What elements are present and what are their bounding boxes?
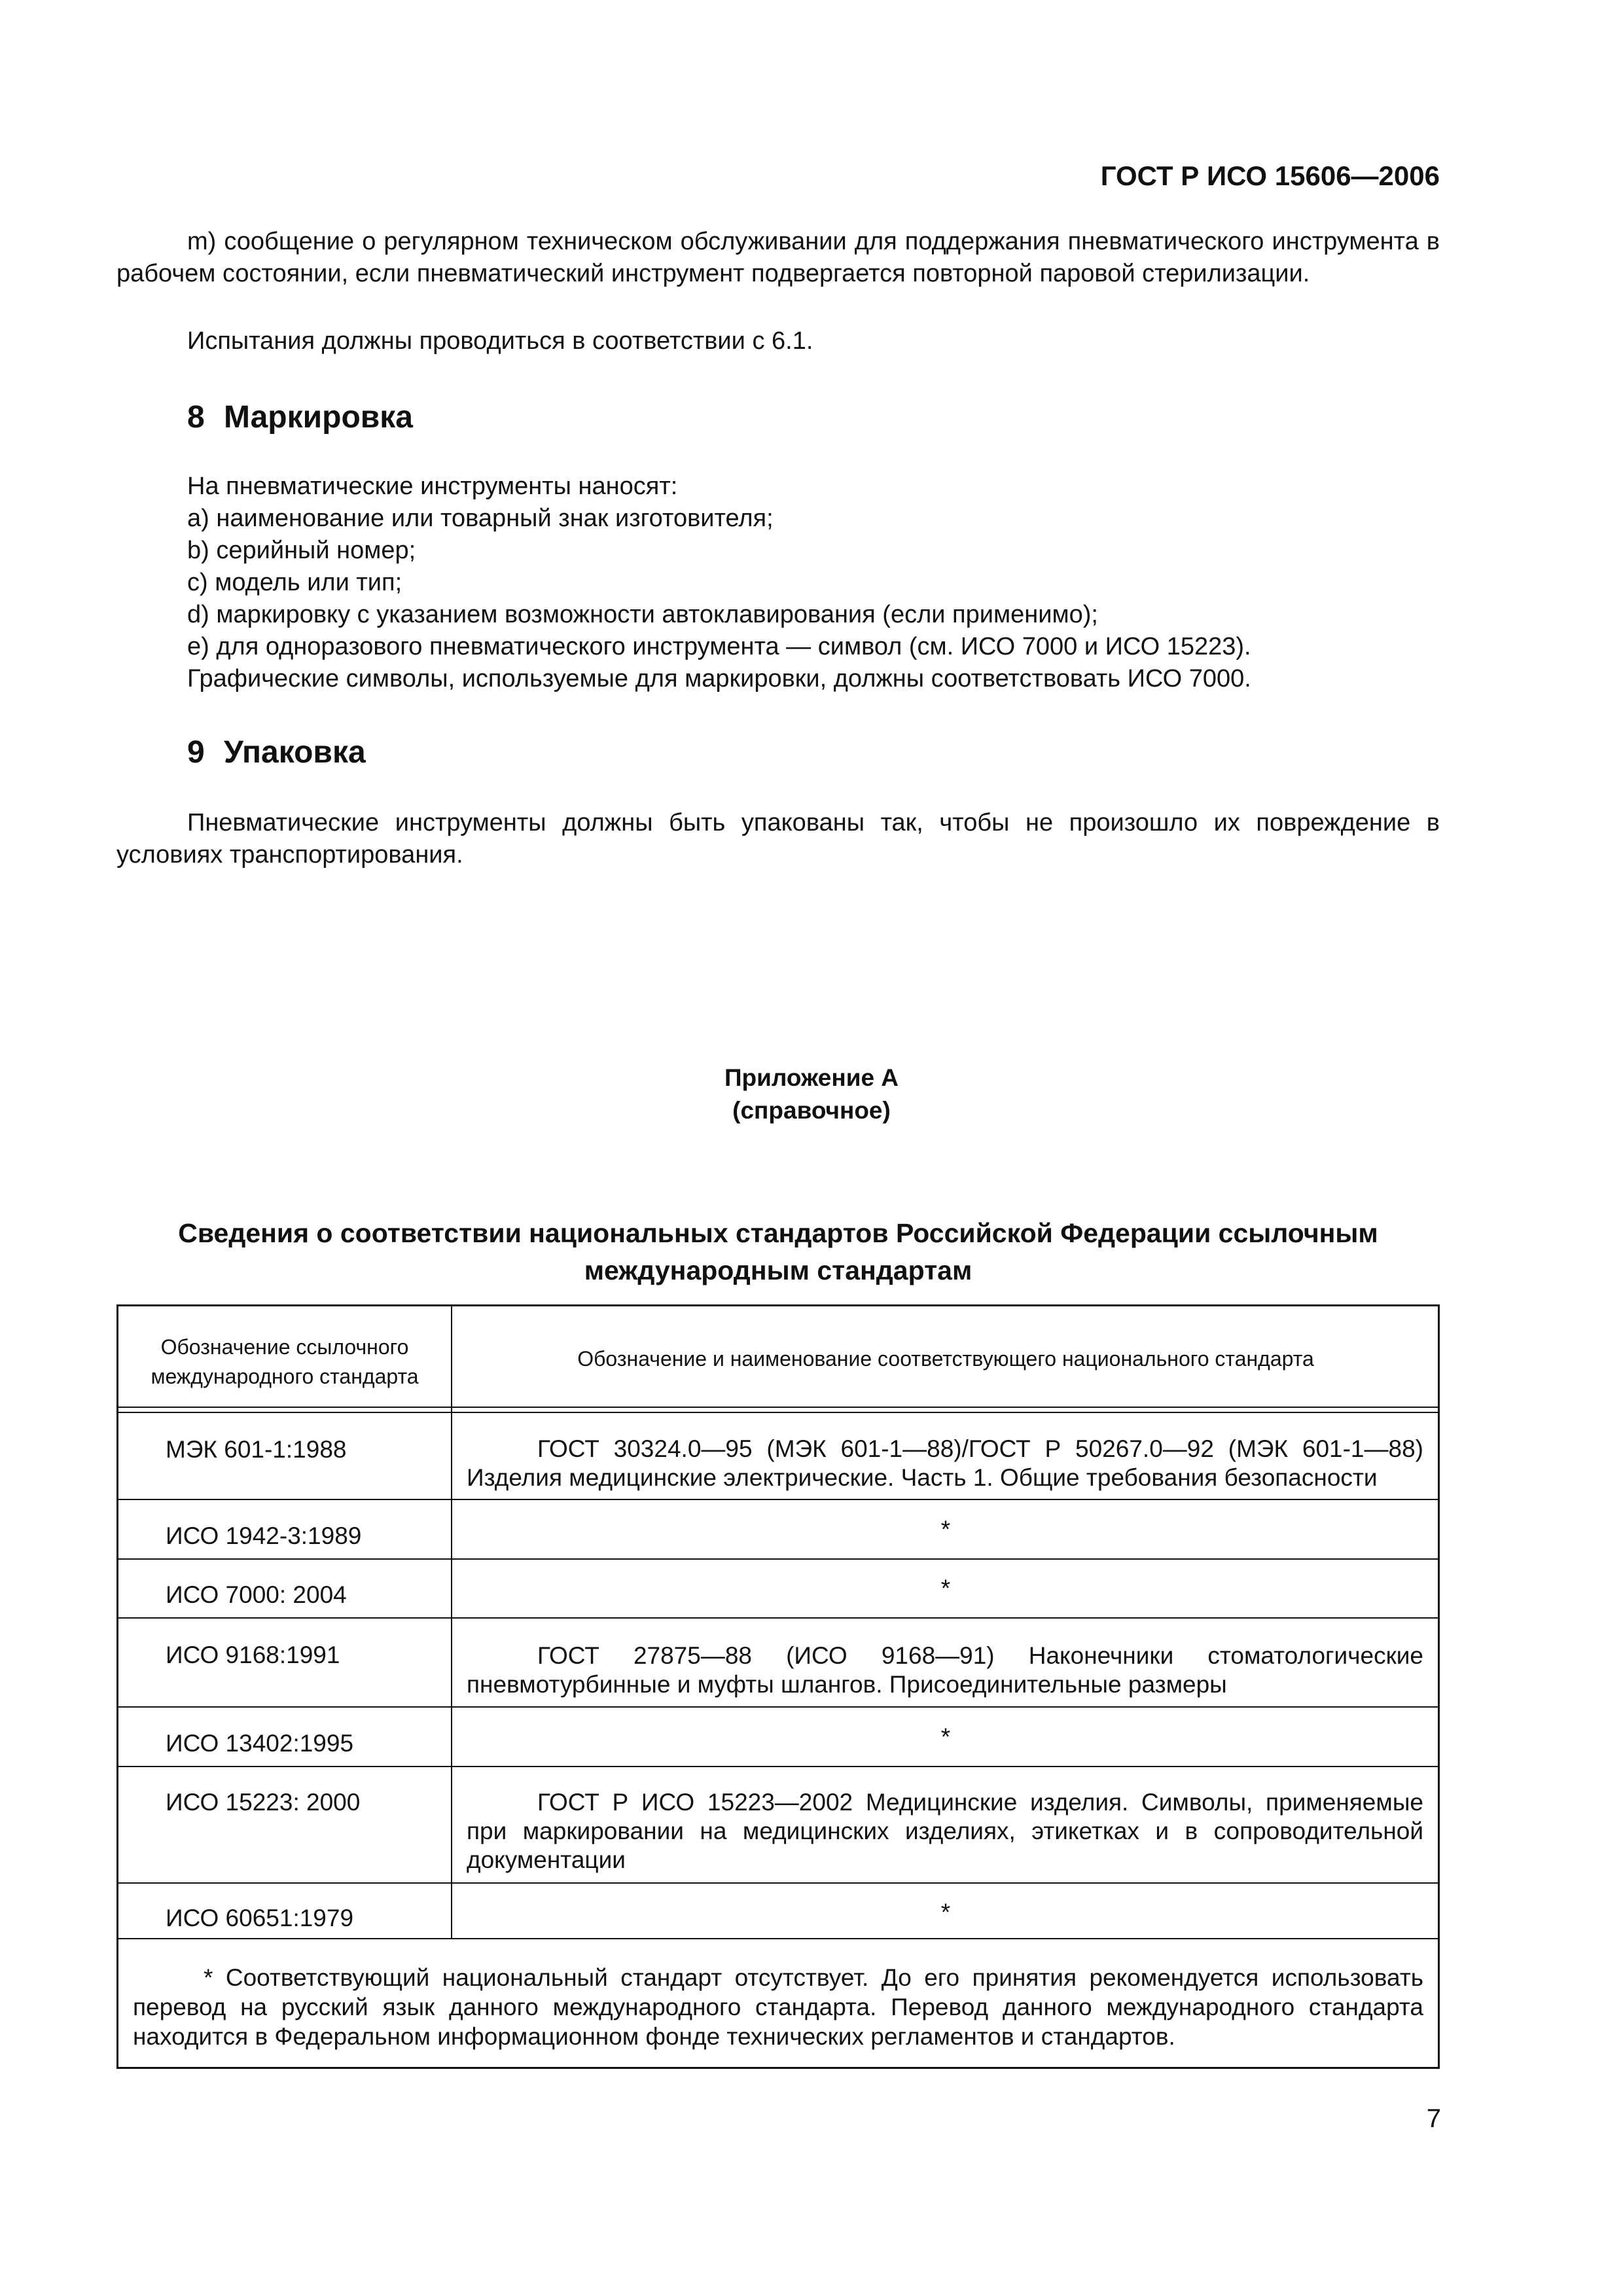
item-m-paragraph: m) сообщение о регулярном техническом обслуживании для поддержания пневматического инструмента в рабочем состоянии, если пневматический инструмент подвергается повторной паровой стерилизации. [116, 228, 1440, 287]
row-2-national: * [940, 1516, 951, 1543]
section-8-lead: На пневматические инструменты наносят: [187, 473, 678, 500]
row-5-reference: ИСО 13402:1995 [166, 1730, 354, 1757]
row-1-national: ГОСТ 30324.0—95 (МЭК 601-1—88)/ГОСТ Р 50267.0—92 (МЭК 601-1—88) Изделия медицинские электрические. Часть 1. Общие требования безопасности [467, 1435, 1423, 1491]
section-9-title: Упаковка [224, 735, 366, 770]
column-divider [451, 1306, 452, 1938]
row-divider [118, 1938, 1438, 1939]
section-9-number: 9 [187, 735, 205, 770]
appendix-subtitle: (справочное) [732, 1097, 891, 1124]
marking-item-c: c) модель или тип; [187, 569, 402, 596]
row-6-national: ГОСТ Р ИСО 15223—2002 Медицинские изделия. Символы, применяемые при маркировании на медицинских изделиях, этикетках и в сопроводительной документации [467, 1789, 1423, 1873]
marking-item-a: a) наименование или товарный знак изготовителя; [187, 505, 774, 532]
section-9-heading [187, 734, 366, 770]
standard-code-header: ГОСТ Р ИСО 15606—2006 [1100, 160, 1440, 191]
row-5-national: * [940, 1723, 951, 1750]
row-3-reference: ИСО 7000: 2004 [166, 1581, 347, 1608]
row-2-reference: ИСО 1942-3:1989 [166, 1522, 362, 1549]
row-6-reference: ИСО 15223: 2000 [166, 1789, 361, 1816]
section-9-paragraph: Пневматические инструменты должны быть упакованы так, чтобы не произошло их повреждение в условиях транспортирования. [116, 809, 1440, 869]
header-rule-1 [118, 1407, 1438, 1408]
section-8-title: Маркировка [224, 400, 413, 435]
appendix-title: Приложение А [724, 1064, 899, 1091]
standards-correspondence-table [116, 1304, 1440, 2069]
row-4-national: ГОСТ 27875—88 (ИСО 9168—91) Наконечники стоматологические пневмотурбинные и муфты шлангов. Присоединительные размеры [467, 1642, 1423, 1698]
row-divider [118, 1766, 1438, 1767]
section-8-heading [187, 399, 413, 435]
row-divider [118, 1499, 1438, 1500]
header-reference-line-1: Обозначение ссылочного [160, 1335, 409, 1359]
row-divider [118, 1558, 1438, 1560]
header-cell-national: Обозначение и наименование соответствующего национального стандарта [577, 1347, 1314, 1371]
section-8-closing: Графические символы, используемые для маркировки, должны соответствовать ИСО 7000. [187, 665, 1251, 692]
row-divider [118, 1882, 1438, 1884]
header-rule-2 [118, 1412, 1438, 1413]
row-divider [118, 1617, 1438, 1619]
table-footnote: * Соответствующий национальный стандарт отсутствует. До его принятия рекомендуется использовать перевод на русский язык данного международного стандарта. Перевод данного международного стандарта находится в Федеральном информационном фонде технических регламентов и стандартов. [133, 1964, 1423, 2050]
row-7-reference: ИСО 60651:1979 [166, 1905, 354, 1931]
row-4-reference: ИСО 9168:1991 [166, 1641, 340, 1668]
page-number: 7 [1426, 2104, 1441, 2133]
row-7-national: * [940, 1899, 951, 1926]
row-3-national: * [940, 1575, 951, 1602]
header-reference-line-2: международного стандарта [151, 1365, 419, 1388]
table-title-line-1: Сведения о соответствии национальных стандартов Российской Федерации ссылочным [178, 1218, 1378, 1248]
row-divider [118, 1706, 1438, 1708]
table-title-line-2: международным стандартам [584, 1255, 972, 1285]
row-1-reference: МЭК 601-1:1988 [166, 1436, 347, 1463]
header-cell-reference [118, 1333, 451, 1391]
marking-item-b: b) серийный номер; [187, 537, 416, 564]
section-8-number: 8 [187, 400, 205, 435]
tests-sentence: Испытания должны проводиться в соответствии с 6.1. [187, 327, 813, 355]
marking-item-e: e) для одноразового пневматического инструмента — символ (см. ИСО 7000 и ИСО 15223). [187, 633, 1251, 660]
marking-item-d: d) маркировку с указанием возможности автоклавирования (если применимо); [187, 601, 1098, 628]
